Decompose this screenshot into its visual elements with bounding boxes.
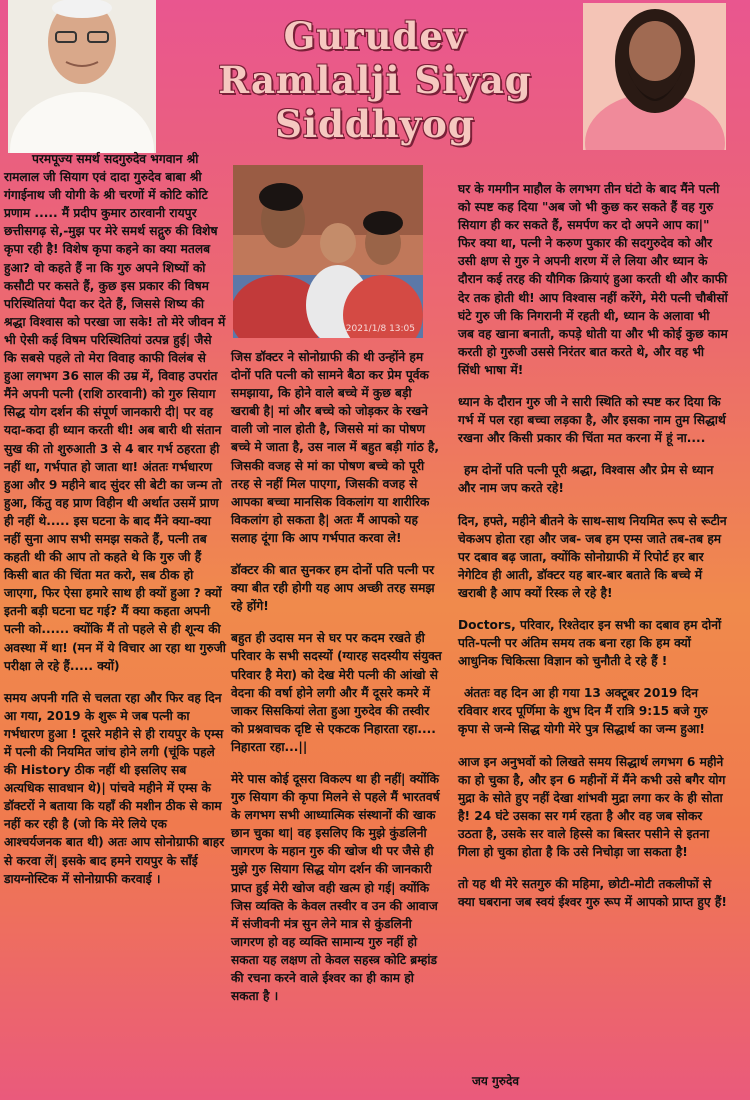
paragraph: समय अपनी गति से चलता रहा और फिर वह दिन आ गया, 2019 के शुरू मे जब पत्नी का गर्भधारण हुआ ! दूसरे महीने से ही रायपुर के एम्स में पत्नी की नियमित जांच होने लगी (चूंकि पहले की History ठीक नहीं थी इसलिए सब अत्यधिक सावधान थे)| पांचवे महीने में एम्स के डॉक्टरों ने बताया कि यहाँ की मशीन ठीक से काम नहीं कर रही है (जो कि मेरे लिये एक आश्चर्यजनक बात थी) अतः आप सोनोग्राफी बाहर से करवा लें| इसके बाद हमने रायपुर के साँई डायग्नोस्टिक में सोनोग्राफी करवाई । <box>4 690 225 886</box>
column-right <box>458 180 728 925</box>
guru-photo-right <box>583 3 726 150</box>
paragraph: डॉक्टर की बात सुनकर हम दोनों पति पत्नी पर क्या बीत रही होगी यह आप अच्छी तरह समझ रहे होंगे! <box>231 563 435 614</box>
column-middle <box>231 348 444 1019</box>
bearded-man-portrait <box>583 3 726 150</box>
family-photo-image <box>233 165 423 338</box>
paragraph: ध्यान के दौरान गुरु जी ने सारी स्थिति को स्पष्ट कर दिया कि गर्भ में पल रहा बच्चा लड़का है, और इसका नाम तुम सिद्धार्थ रखना और किसी प्रकार की चिंता मत करना में हूं ना.... <box>458 395 726 446</box>
signoff: जय गुरुदेव <box>472 1074 520 1088</box>
elderly-man-portrait <box>8 0 156 153</box>
paragraph: Doctors, परिवार, रिश्तेदार इन सभी का दबाव हम दोनों पति-पत्नी पर अंतिम समय तक बना रहा कि हम क्यों आधुनिक चिकित्सा विज्ञान को चुनौती दे रहे हैं ! <box>458 617 722 669</box>
paragraph: जिस डॉक्टर ने सोनोग्राफी की थी उन्होंने हम दोनों पति पत्नी को सामने बैठा कर प्रेम पूर्वक समझाया, कि होने वाले बच्चे में कुछ बड़ी खराबी है| मां और बच्चे को जोड़कर के रखने वाली जो नाल होती है, जिससे मां का पोषण बच्चे मे जाता है, उस नाल में बहुत बड़ी गांठ है, जिसकी वजह से मां का पोषण बच्चे को पूरी तरह से नहीं मिल पाएगा, जिसकी वजह से आपका बच्चा मानसिक विकलांग या शारीरिक विकलांग हो सकता है| अतः मैं आपको यह सलाह दूंगा कि आप गर्भपात करवा ले! <box>231 350 440 545</box>
paragraph: दिन, हफ्ते, महीने बीतने के साथ-साथ नियमित रूप से रूटीन चेकअप होता रहा और जब- जब हम एम्स जाते तब-तब हम पर दबाव बढ़ जाता, क्योंकि सोनोग्राफी में रिपोर्ट हर बार नेगेटिव ही आती, डॉक्टर यह बार-बार बताते कि बच्चे में खराबी है आप क्यों रिस्क ले रहे है! <box>458 513 727 600</box>
title-line-3: Siddhyog <box>275 102 475 146</box>
paragraph: घर के गमगीन माहौल के लगभग तीन घंटो के बाद मैंने पत्नी को स्पष्ट कह दिया "अब जो भी कुछ कर सकते हैं वह गुरु सियाग ही कर सकते हैं, समर्पण कर दो अपने आप का|" फिर क्या था, पत्नी ने करुण पुकार की सदगुरुदेव को और उसी क्षण से गुरु ने अपनी शरण में ले लिया और ध्यान के दौरान कई तरह की यौगिक क्रियाएं हुआ करती थी और काफी देर तक होती थी! आप विश्वास नहीं करेंगे, मेरी पत्नी चौबीसों घंटे गुरु जी कि निगरानी में रहती थी, ध्यान के अलावा भी जब वह खाना बनाती, कपड़े धोती या और भी कोई कुछ काम करती हो गुरुजी उससे निरंतर बात करते थे, और वह भी सिंधी भाषा में! <box>458 182 728 377</box>
title-line-2: Ramlalji Siyag <box>218 58 532 102</box>
paragraph: परमपूज्य समर्थ सदगुरुदेव भगवान श्री रामलाल जी सियाग एवं दादा गुरुदेव बाबा श्री गंगाईनाथ जी योगी के श्री चरणों में कोटि कोटि प्रणाम ..... मैं प्रदीप कुमार ठारवानी रायपुर छत्तीसगढ़ से,-मुझ पर मेरे समर्थ सद्गुरु की विशेष कृपा रही है! विशेष कृपा कहने का क्या मतलब हुआ? वो कहते हैं ना कि गुरु अपने शिष्यों को कसौटी पर कसते हैं, कुछ इस प्रकार की विषम परिस्थितियां पैदा कर देते हैं, जिससे शिष्य की श्रद्धा विश्वास को परखा जा सके! तो मेरे जीवन में भी ऐसी कई विषम परिस्थितियां उत्पन्न हुई| जैसे कि सबसे पहले तो मेरा विवाह काफी विलंब से हुआ लगभग 36 साल की उम्र में, विवाह उपरांत मैंने अपनी पत्नी (राशि ठारवानी) को गुरु सियाग सिद्ध योग दर्शन की संपूर्ण जानकारी दी| पर वह यदा-कदा ही ध्यान करती थी! अब बारी थी संतान सुख की तो शुरुआती 3 से 4 बार गर्भ ठहरता ही नहीं था, गर्भपात हो जाता था! अंततः गर्भधारण हुआ और 9 महीने बाद सुंदर सी बेटी का जन्म तो हुआ, किंतु वह प्राण विहीन थी अर्थात उसमें प्राण ही नहीं थे..... इस घटना के बाद मैंने क्या-क्या नहीं सुना आप सभी समझ सकते हैं, पत्नी तब कहती थी की आप तो कहते थे कि गुरु जी हैं किसी बात की चिंता मत करो, सब ठीक हो जाएगा, फिर ऐसा हमारे साथ ही क्यों हुआ ? क्यों इतनी बड़ी घटना घट गई? मैं क्या कहता अपनी पत्नी को...... क्योंकि मैं तो पहले से ही शून्य की अवस्था में था! (मन में ये विचार आ रहा था गुरुजी परीक्षा ले रहे हैं..... क्यों) <box>4 152 226 673</box>
family-photo <box>233 165 423 338</box>
paragraph: हम दोनों पति पत्नी पूरी श्रद्धा, विश्वास और प्रेम से ध्यान और नाम जप करते रहे! <box>458 463 714 496</box>
guru-photo-left <box>8 0 156 153</box>
paragraph: बहुत ही उदास मन से घर पर कदम रखते ही परिवार के सभी सदस्यों (ग्यारह सदस्यीय संयुक्त परिवार है मेरा) को देख मेरी पत्नी की आंखो से वेदना की वर्षा होने लगी और मैं दूसरे कमरे में जाकर सिसकियां लेता हुआ गुरुदेव की तस्वीर को प्रश्नवाचक दृष्टि से एकटक निहारता रहा.... निहारता रहा...|| <box>231 631 442 754</box>
paragraph: तो यह थी मेरे सतगुरु की महिमा, छोटी-मोटी तकलीफों से क्या घबराना जब स्वयं ईश्वर गुरु रूप में आपको प्राप्त हुए हैं! <box>458 877 727 910</box>
paragraph: आज इन अनुभवों को लिखते समय सिद्धार्थ लगभग 6 महीने का हो चुका है, और इन 6 महीनों में मैंने कभी उसे बगैर योग मुद्रा के सोते हुए नहीं देखा शांभवी मुद्रा लगा कर के ही सोता है! 24 घंटे उसका सर गर्म रहता है और वह जब सोकर उठता है, उसके सर वाले हिस्से का बिस्तर पसीने से इतना गिला हो चुका होता है कि उसे निचोड़ा जा सकता है! <box>458 754 726 859</box>
title-line-1: Gurudev <box>283 14 467 58</box>
paragraph: अंततः वह दिन आ ही गया 13 अक्टूबर 2019 दिन रविवार शरद पूर्णिमा के शुभ दिन मैं रात्रि 9:15 बजे गुरु कृपा से जन्मे सिद्ध योगी मेरे पुत्र सिद्धार्थ का जन्म हुआ! <box>458 686 708 737</box>
photo-timestamp: 2021/1/8 13:05 <box>345 324 415 334</box>
paragraph: मेरे पास कोई दूसरा विकल्प था ही नहीं| क्योंकि गुरु सियाग की कृपा मिलने से पहले मैं भारतवर्ष के लगभग सभी आध्यात्मिक संस्थानों की खाक छान चुका था| वह इसलिए कि मुझे कुंडलिनी जागरण के महान गुरु की खोज थी पर जैसे ही मुझे गुरु सियाग सिद्ध योग दर्शन की जानकारी प्राप्त हुई मेरी खोज वही खत्म हो गई| क्योंकि जिस व्यक्ति के केवल तस्वीर व उन की आवाज में संजीवनी मंत्र सुन लेने मात्र से कुंडलिनी जागरण हो वह व्यक्ति सामान्य गुरु नहीं हो सकता यह लक्षण तो केवल सहस्त्र कोटि ब्रम्हांड की रचना करने वाले ईश्वर का ही काम हो सकता है । <box>231 771 440 1004</box>
page-title <box>165 14 585 146</box>
column-left <box>4 150 226 902</box>
